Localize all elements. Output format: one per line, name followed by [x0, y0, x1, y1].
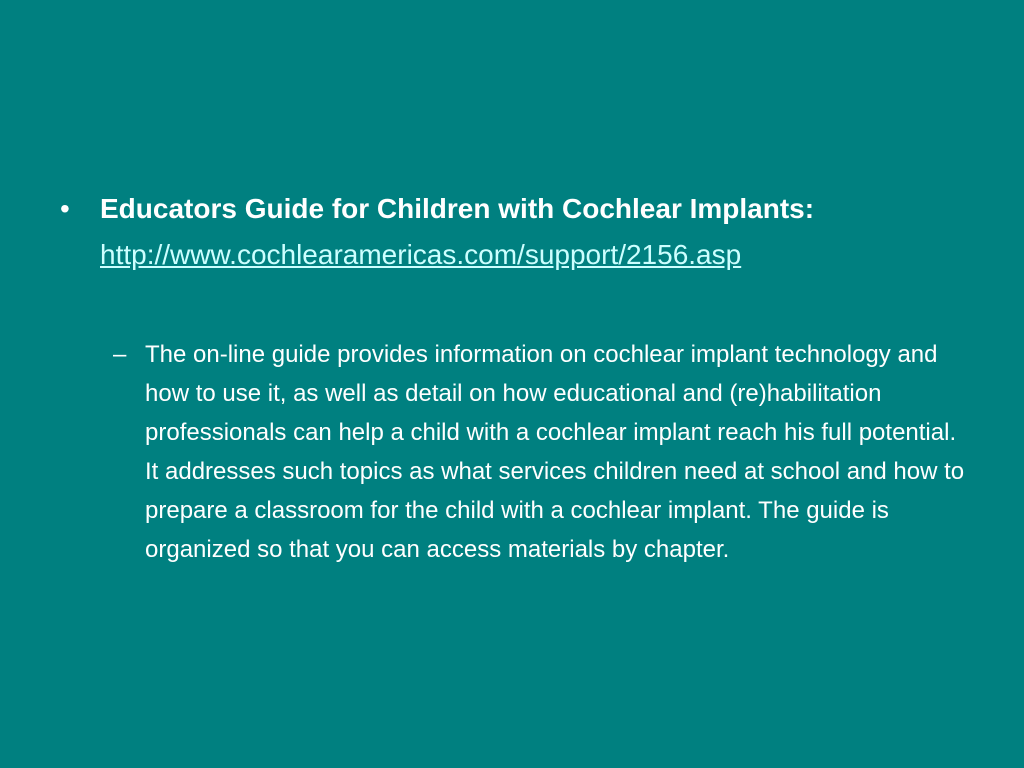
sub-bullet-marker: – [113, 341, 127, 368]
bullet-item [60, 186, 960, 278]
bullet-title: Educators Guide for Children with Cochlear Implants: [100, 193, 815, 224]
sub-bullet-item [113, 335, 973, 569]
bullet-marker: • [60, 193, 70, 224]
sub-bullet-text: The on-line guide provides information on cochlear implant technology and how to use it, as well as detail on how educational and (re)habilitation professionals can help a child with a cochlear implant reach his full potential. It addresses such topics as what services children need at school and how to prepare a classroom for the child with a cochlear implant. The guide is organized so that you can access materials by chapter. [145, 341, 965, 563]
bullet-text [100, 186, 960, 278]
guide-link[interactable]: http://www.cochlearamericas.com/support/2156.asp [100, 239, 742, 270]
